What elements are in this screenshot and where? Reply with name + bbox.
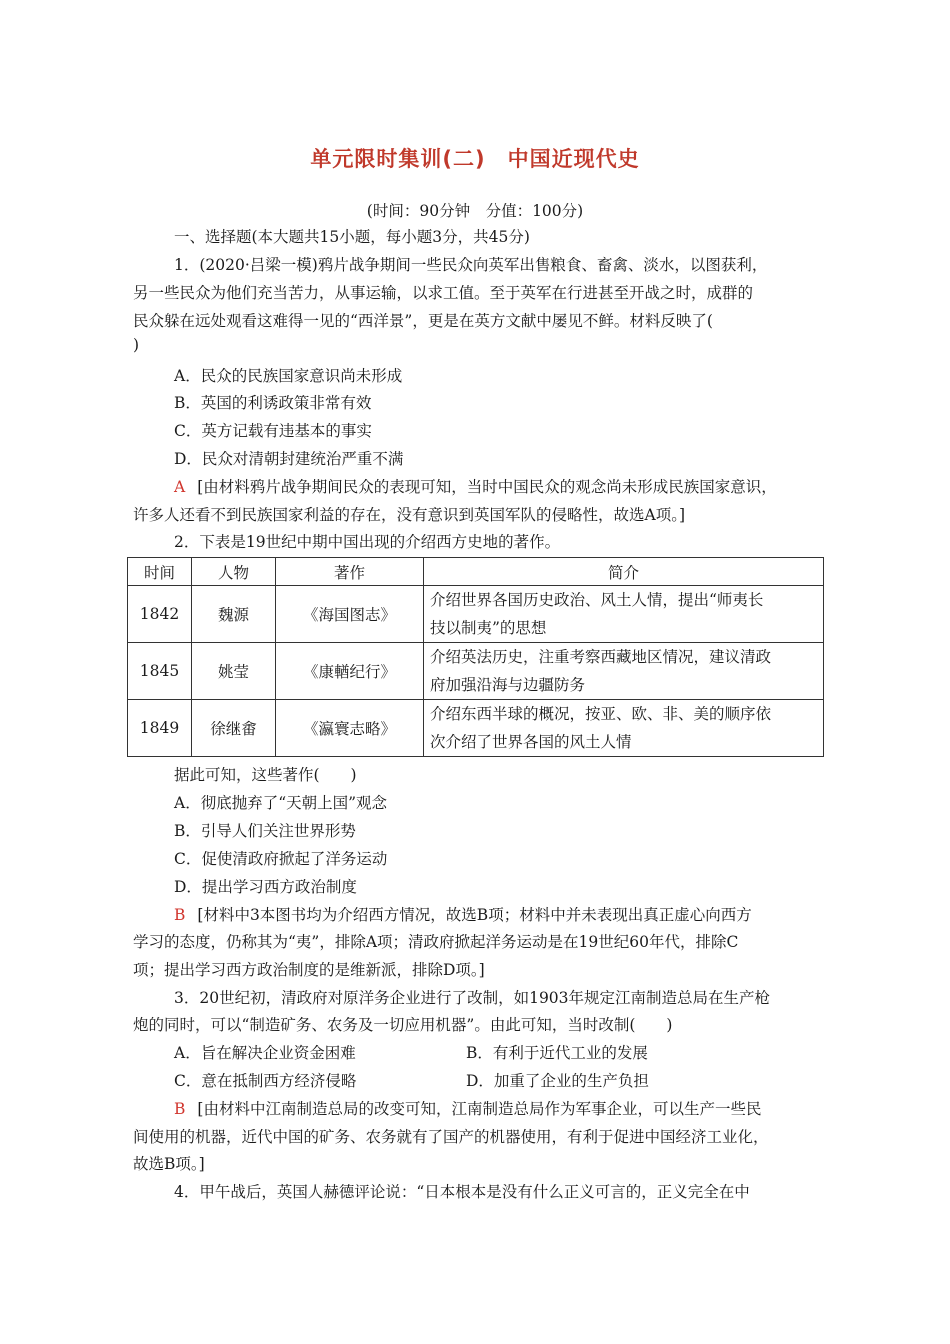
description-line: 次介绍了世界各国的风土人情 <box>430 733 632 751</box>
q3-stem-line: 炮的同时，可以“制造矿务、农务及一切应用机器”。由此可知，当时改制( ) <box>133 1016 673 1034</box>
table-row <box>128 700 824 757</box>
column-header: 简介 <box>424 558 824 586</box>
column-header: 时间 <box>128 558 192 586</box>
description-line: 介绍东西半球的概况，按亚、欧、非、美的顺序依 <box>430 705 772 723</box>
cell-description <box>424 700 824 757</box>
q2-option-b: B．引导人们关注世界形势 <box>174 822 356 840</box>
q3-explanation-line <box>174 1097 761 1119</box>
q1-stem-line: 另一些民众为他们充当苦力，从事运输，以求工值。至于英军在行进甚至开战之时，成群的 <box>133 284 754 302</box>
q1-stem-line: 1．(2020·吕梁一模)鸦片战争期间一些民众向英军出售粮食、畜禽、淡水，以图获利， <box>174 256 768 274</box>
q2-option-c: C．促使清政府掀起了洋务运动 <box>174 850 388 868</box>
cell-book: 《海国图志》 <box>276 586 424 643</box>
column-header: 人物 <box>192 558 276 586</box>
cell-description <box>424 586 824 643</box>
q2-explanation-text: [材料中3本图书均为介绍西方情况，故选B项；材料中并未表现出真正虚心向西方 <box>197 906 752 924</box>
cell-year: 1842 <box>128 586 192 643</box>
q1-option-d: D．民众对清朝封建统治严重不满 <box>174 450 404 468</box>
description-line: 介绍世界各国历史政治、风土人情，提出“师夷长 <box>430 591 764 609</box>
q2-answer: B <box>174 906 186 924</box>
column-header: 著作 <box>276 558 424 586</box>
cell-book: 《瀛寰志略》 <box>276 700 424 757</box>
section-heading: 一、选择题(本大题共15小题，每小题3分，共45分) <box>174 228 530 246</box>
cell-person: 徐继畬 <box>192 700 276 757</box>
q2-option-a: A．彻底抛弃了“天朝上国”观念 <box>174 794 388 812</box>
cell-year: 1845 <box>128 643 192 700</box>
q2-stem: 据此可知，这些著作( ) <box>174 766 357 784</box>
page-title: 单元限时集训(二) 中国近现代史 <box>310 147 640 171</box>
q1-option-c: C．英方记载有违基本的事实 <box>174 422 372 440</box>
q1-explanation-line <box>174 475 777 497</box>
description-line: 府加强沿海与边疆防务 <box>430 676 586 694</box>
cell-person: 魏源 <box>192 586 276 643</box>
description-line: 介绍英法历史，注重考察西藏地区情况，建议清政 <box>430 648 772 666</box>
q1-answer: A <box>174 478 186 496</box>
exam-info: (时间：90分钟 分值：100分) <box>366 202 584 220</box>
table-row <box>128 643 824 700</box>
q1-option-b: B．英国的利诱政策非常有效 <box>174 394 372 412</box>
table-row <box>128 586 824 643</box>
q1-explanation-line: 许多人还看不到民族国家利益的存在，没有意识到英国军队的侵略性，故选A项。] <box>133 506 685 524</box>
q3-option-c: C．意在抵制西方经济侵略 <box>174 1072 357 1090</box>
description-line: 技以制夷”的思想 <box>430 619 547 637</box>
q2-explanation-line <box>174 903 752 925</box>
q3-option-d: D．加重了企业的生产负担 <box>466 1072 649 1090</box>
table-header-row <box>128 558 824 586</box>
q1-option-a: A．民众的民族国家意识尚未形成 <box>174 367 403 385</box>
q2-explanation-line: 项；提出学习西方政治制度的是维新派，排除D项。] <box>133 961 485 979</box>
cell-description <box>424 643 824 700</box>
cell-book: 《康輶纪行》 <box>276 643 424 700</box>
q3-explanation-line: 间使用的机器，近代中国的矿务、农务就有了国产的机器使用，有利于促进中国经济工业化， <box>133 1128 769 1146</box>
cell-year: 1849 <box>128 700 192 757</box>
q4-stem-line: 4．甲午战后，英国人赫德评论说：“日本根本是没有什么正义可言的，正义完全在中 <box>174 1183 750 1201</box>
q3-stem-line: 3．20世纪初，清政府对原洋务企业进行了改制，如1903年规定江南制造总局在生产枪 <box>174 989 771 1007</box>
works-table <box>127 557 824 757</box>
q1-explanation-text: [由材料鸦片战争期间民众的表现可知，当时中国民众的观念尚未形成民族国家意识， <box>197 478 777 496</box>
q3-answer: B <box>174 1100 186 1118</box>
q1-stem-line: ) <box>133 336 140 354</box>
q3-option-a: A．旨在解决企业资金困难 <box>174 1044 356 1062</box>
q2-explanation-line: 学习的态度，仍称其为“夷”，排除A项；清政府掀起洋务运动是在19世纪60年代，排除C <box>133 933 739 951</box>
q1-stem-line: 民众躲在远处观看这难得一见的“西洋景”，更是在英方文献中屡见不鲜。材料反映了( <box>133 312 713 330</box>
cell-person: 姚莹 <box>192 643 276 700</box>
q3-explanation-text: [由材料中江南制造总局的改变可知，江南制造总局作为军事企业，可以生产一些民 <box>197 1100 762 1118</box>
q3-option-b: B．有利于近代工业的发展 <box>466 1044 648 1062</box>
q2-option-d: D．提出学习西方政治制度 <box>174 878 357 896</box>
q2-intro: 2．下表是19世纪中期中国出现的介绍西方史地的著作。 <box>174 533 561 551</box>
q3-explanation-line: 故选B项。] <box>133 1155 205 1173</box>
